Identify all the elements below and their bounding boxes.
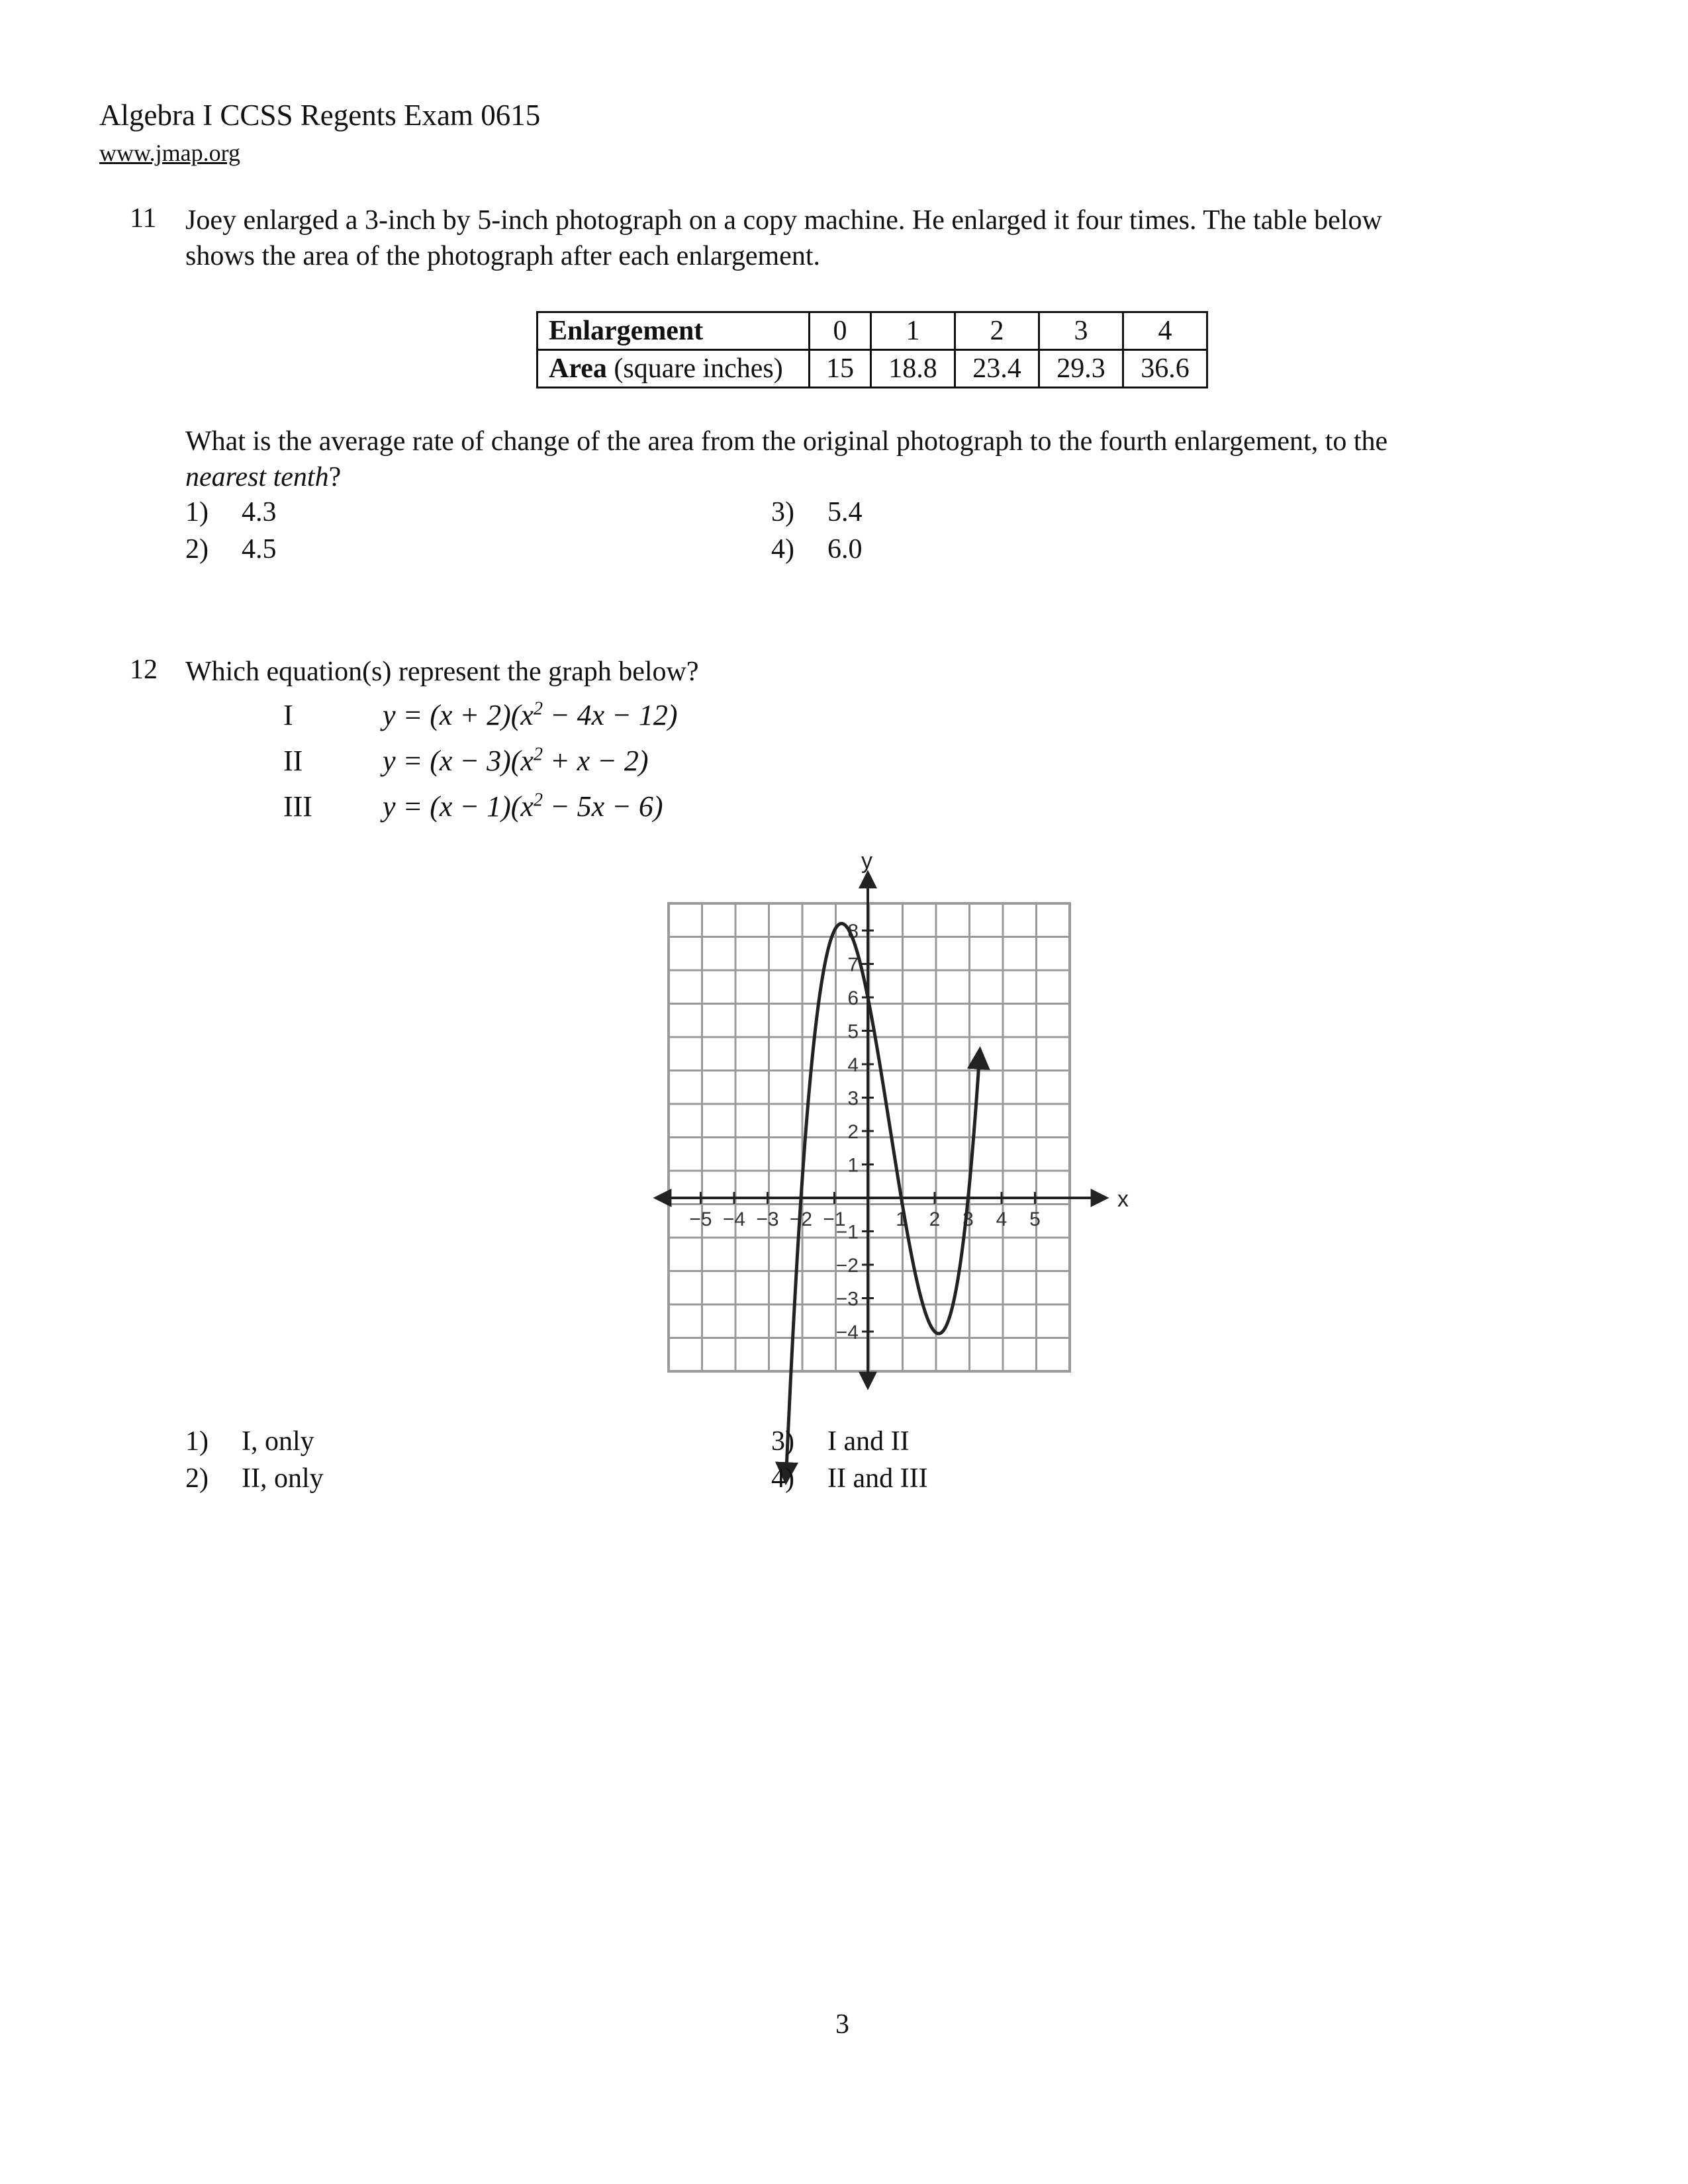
choice-text: 6.0 — [827, 534, 863, 565]
choice-text: I, only — [242, 1426, 314, 1457]
equation-roman-3: III — [283, 790, 312, 823]
table-row-area — [538, 350, 1207, 388]
q11-choice-4[interactable] — [771, 531, 863, 568]
equation-part: y = (x − 1)(x — [383, 790, 534, 823]
choice-text: II and III — [827, 1463, 928, 1494]
exponent: 2 — [533, 790, 543, 811]
choice-number: 2) — [185, 1463, 209, 1494]
exponent: 2 — [533, 698, 543, 719]
q11-choice-2[interactable] — [185, 531, 277, 568]
x-tick-label: −1 — [823, 1208, 846, 1230]
equation-1 — [383, 698, 678, 732]
table-header-area: Area (square inches) — [538, 350, 810, 388]
table-cell: 2 — [955, 312, 1039, 350]
table-header-enlargement: Enlargement — [538, 312, 810, 350]
table-row-enlargement — [538, 312, 1207, 350]
y-tick-label: 6 — [847, 987, 859, 1009]
y-tick-label: 8 — [847, 921, 859, 942]
table-cell: 3 — [1039, 312, 1123, 350]
q12-choice-4[interactable] — [771, 1460, 928, 1497]
y-tick-label: 3 — [847, 1087, 859, 1110]
question-12-number: 12 — [130, 655, 158, 685]
cubic-graph — [649, 847, 1129, 1403]
x-tick-label: −2 — [789, 1208, 813, 1230]
x-tick-label: −5 — [689, 1208, 712, 1230]
choice-number: 4) — [771, 1463, 794, 1494]
q12-choice-3[interactable] — [771, 1423, 910, 1460]
equation-part: y = (x − 3)(x — [383, 745, 534, 777]
y-tick-label: 7 — [847, 954, 859, 976]
question-11-stem-line2: shows the area of the photograph after each enlargement. — [185, 241, 820, 271]
question-11-prompt-line2 — [185, 459, 1609, 495]
choice-text: 4.3 — [242, 497, 277, 527]
enlargement-table-wrap — [536, 311, 1208, 388]
table-cell: 4 — [1123, 312, 1207, 350]
question-11-stem — [185, 203, 1575, 274]
y-tick-label: 1 — [847, 1154, 859, 1177]
curve — [786, 923, 980, 1480]
table-cell: 18.8 — [871, 350, 955, 388]
equation-part: y = (x + 2)(x — [383, 699, 534, 731]
choice-text: I and II — [827, 1426, 910, 1457]
exponent: 2 — [533, 744, 543, 765]
y-axis-label: y — [861, 848, 872, 874]
x-axis-label: x — [1117, 1187, 1129, 1212]
y-tick-label: 4 — [847, 1054, 859, 1076]
page-number: 3 — [835, 2009, 849, 2040]
table-cell: 15 — [810, 350, 871, 388]
choice-text: 5.4 — [827, 497, 863, 527]
nearest-tenth-emphasis: nearest tenth — [185, 462, 329, 492]
choice-text: II, only — [242, 1463, 324, 1494]
x-tick-label: 5 — [1029, 1208, 1041, 1230]
table-cell: 36.6 — [1123, 350, 1207, 388]
x-tick-label: −4 — [722, 1208, 746, 1230]
choice-number: 3) — [771, 1426, 794, 1457]
axes — [657, 848, 1129, 1387]
x-tick-label: 3 — [962, 1208, 974, 1230]
equation-2 — [383, 744, 649, 778]
y-tick-label: −1 — [835, 1221, 859, 1244]
table-cell: 23.4 — [955, 350, 1039, 388]
y-tick-label: 2 — [847, 1121, 859, 1143]
choice-number: 1) — [185, 497, 209, 527]
choice-number: 4) — [771, 534, 794, 565]
x-tick-label: 4 — [996, 1208, 1008, 1230]
y-tick-label: −3 — [835, 1288, 859, 1310]
cubic-curve — [786, 923, 980, 1480]
q11-choice-1[interactable] — [185, 494, 277, 531]
question-11-number: 11 — [130, 203, 157, 234]
y-tick-label: 5 — [847, 1021, 859, 1043]
question-11-prompt-line1: What is the average rate of change of the area from the original photograph to the fourth enlargement, to the — [185, 426, 1388, 457]
table-cell: 1 — [871, 312, 955, 350]
x-tick-label: 1 — [896, 1208, 907, 1230]
choice-number: 2) — [185, 534, 209, 565]
x-tick-label: 2 — [929, 1208, 941, 1230]
table-cell: 0 — [810, 312, 871, 350]
q12-choice-2[interactable] — [185, 1460, 324, 1497]
question-11-prompt — [185, 424, 1609, 495]
q12-choice-1[interactable] — [185, 1423, 314, 1460]
question-12-stem: Which equation(s) represent the graph below? — [185, 657, 699, 687]
choice-text: 4.5 — [242, 534, 277, 565]
equation-roman-2: II — [283, 745, 303, 777]
table-cell: 29.3 — [1039, 350, 1123, 388]
q11-choice-3[interactable] — [771, 494, 863, 531]
equation-part: + x − 2) — [542, 745, 649, 777]
site-url-link[interactable]: www.jmap.org — [99, 140, 240, 166]
question-mark: ? — [328, 462, 342, 492]
y-tick-label: −2 — [835, 1255, 859, 1277]
x-tick-label: −3 — [756, 1208, 779, 1230]
choice-number: 3) — [771, 497, 794, 527]
equation-part: − 4x − 12) — [542, 699, 678, 731]
equation-roman-1: I — [283, 699, 293, 731]
exam-title: Algebra I CCSS Regents Exam 0615 — [99, 99, 541, 132]
enlargement-table — [536, 311, 1208, 388]
y-tick-label: −4 — [835, 1322, 859, 1343]
equation-3 — [383, 790, 663, 823]
question-11-stem-line1: Joey enlarged a 3-inch by 5-inch photograph on a copy machine. He enlarged it four times. The table below — [185, 205, 1382, 236]
choice-number: 1) — [185, 1426, 209, 1457]
equation-part: − 5x − 6) — [542, 790, 663, 823]
